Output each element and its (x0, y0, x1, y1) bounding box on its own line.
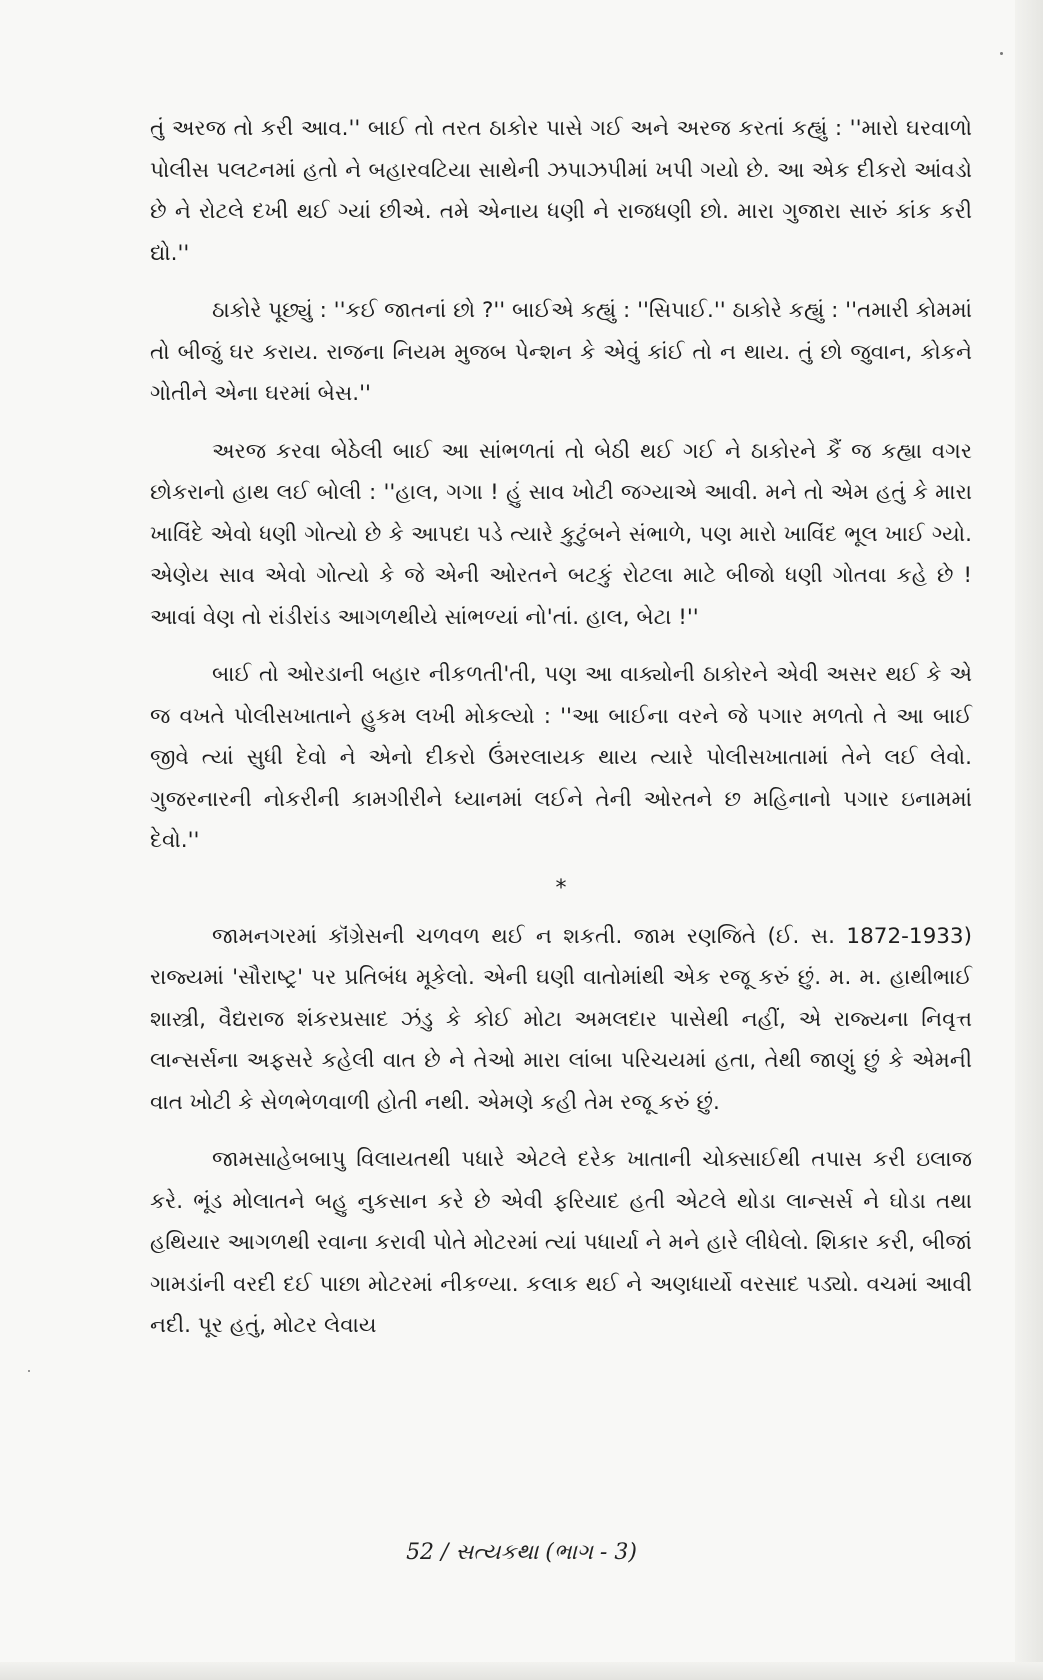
body-text (150, 108, 972, 1363)
paragraph: તું અરજ તો કરી આવ.'' બાઈ તો તરત ઠાકોર પાસે ગઈ અને અરજ કરતાં કહ્યું : ''મારો ઘરવાળો પોલીસ પલટનમાં હતો ને બહારવટિયા સાથેની ઝપાઝપીમાં ખપી ગયો છે. આ એક દીકરો આંવડો છે ને રોટલે દખી થઈ ગ્યાં છીએ. તમે એનાય ધણી ને રાજધણી છો. મારા ગુજારા સારું કાંક કરી દ્યો.'' (150, 116, 972, 266)
paper-speck (1000, 52, 1003, 55)
page-footer: 52 / સત્યકથા (ભાગ - 3) (406, 1540, 637, 1565)
paragraph: જામનગરમાં કૉંગ્રેસની ચળવળ થઈ ન શકતી. જામ રણજિતે (ઈ. સ. 1872-1933) રાજ્યમાં 'સૌરાષ્ટ્ર' પર પ્રતિબંધ મૂકેલો. એની ઘણી વાતોમાંથી એક રજૂ કરું છું. મ. મ. હાથીભાઈ શાસ્ત્રી, વૈદ્યરાજ શંકરપ્રસાદ ઝંડુ કે કોઈ મોટા અમલદાર પાસેથી નહીં, એ રાજ્યના નિવૃત્ત લાન્સર્સના અફસરે કહેલી વાત છે ને તેઓ મારા લાંબા પરિચયમાં હતા, તેથી જાણું છું કે એમની વાત ખોટી કે સેળભેળવાળી હોતી નથી. એમણે કહી તેમ રજૂ કરું છું. (150, 923, 972, 1115)
paper-speck (28, 1370, 30, 1372)
section-separator: * (555, 875, 567, 901)
paragraph: અરજ કરવા બેઠેલી બાઈ આ સાંભળતાં તો બેઠી થઈ ગઈ ને ઠાકોરને કૈં જ કહ્યા વગર છોકરાનો હાથ લઈ બોલી : ''હાલ, ગગા ! હું સાવ ખોટી જગ્યાએ આવી. મને તો એમ હતું કે મારા ખાવિંદે એવો ધણી ગોત્યો છે કે આપદા પડે ત્યારે કુટુંબને સંભાળે, પણ મારો ખાવિંદ ભૂલ ખાઈ ગ્યો. એણેય સાવ એવો ગોત્યો કે જે એની ઓરતને બટકું રોટલા માટે બીજો ધણી ગોતવા કહે છે ! આવાં વેણ તો રાંડીરાંડ આગળથીયે સાંભળ્યાં નો'તાં. હાલ, બેટા !'' (150, 438, 972, 630)
page-bottom-shadow (0, 1662, 1043, 1680)
paragraph: બાઈ તો ઓરડાની બહાર નીકળતી'તી, પણ આ વાક્યોની ઠાકોરને એવી અસર થઈ કે એ જ વખતે પોલીસખાતાને હુકમ લખી મોકલ્યો : ''આ બાઈના વરને જે પગાર મળતો તે આ બાઈ જીવે ત્યાં સુધી દેવો ને એનો દીકરો ઉંમરલાયક થાય ત્યારે પોલીસખાતામાં તેને લઈ લેવો. ગુજરનારની નોકરીની કામગીરીને ધ્યાનમાં લઈને તેની ઓરતને છ મહિનાનો પગાર ઇનામમાં દેવો.'' (150, 662, 972, 853)
page-edge-shadow (1015, 0, 1043, 1680)
paragraph: જામસાહેબબાપુ વિલાયતથી પધારે એટલે દરેક ખાતાની ચોક્સાઈથી તપાસ કરી ઇલાજ કરે. ભૂંડ મોલાતને બહુ નુકસાન કરે છે એવી ફરિયાદ હતી એટલે થોડા લાન્સર્સ ને ઘોડા તથા હથિયાર આગળથી રવાના કરાવી પોતે મોટરમાં ત્યાં પધાર્યા ને મને હારે લીધેલો. શિકાર કરી, બીજાં ગામડાંની વરદી દઈ પાછા મોટરમાં નીકળ્યા. કલાક થઈ ને અણધાર્યો વરસાદ પડ્યો. વચમાં આવી નદી. પૂર હતું, મોટર લેવાય (150, 1147, 972, 1338)
paragraph: ઠાકોરે પૂછ્યું : ''કઈ જાતનાં છો ?'' બાઈએ કહ્યું : ''સિપાઈ.'' ઠાકોરે કહ્યું : ''તમારી કોમમાં તો બીજું ઘર કરાય. રાજના નિયમ મુજબ પેન્શન કે એવું કાંઈ તો ન થાય. તું છો જુવાન, કોકને ગોતીને એના ઘરમાં બેસ.'' (150, 298, 972, 406)
